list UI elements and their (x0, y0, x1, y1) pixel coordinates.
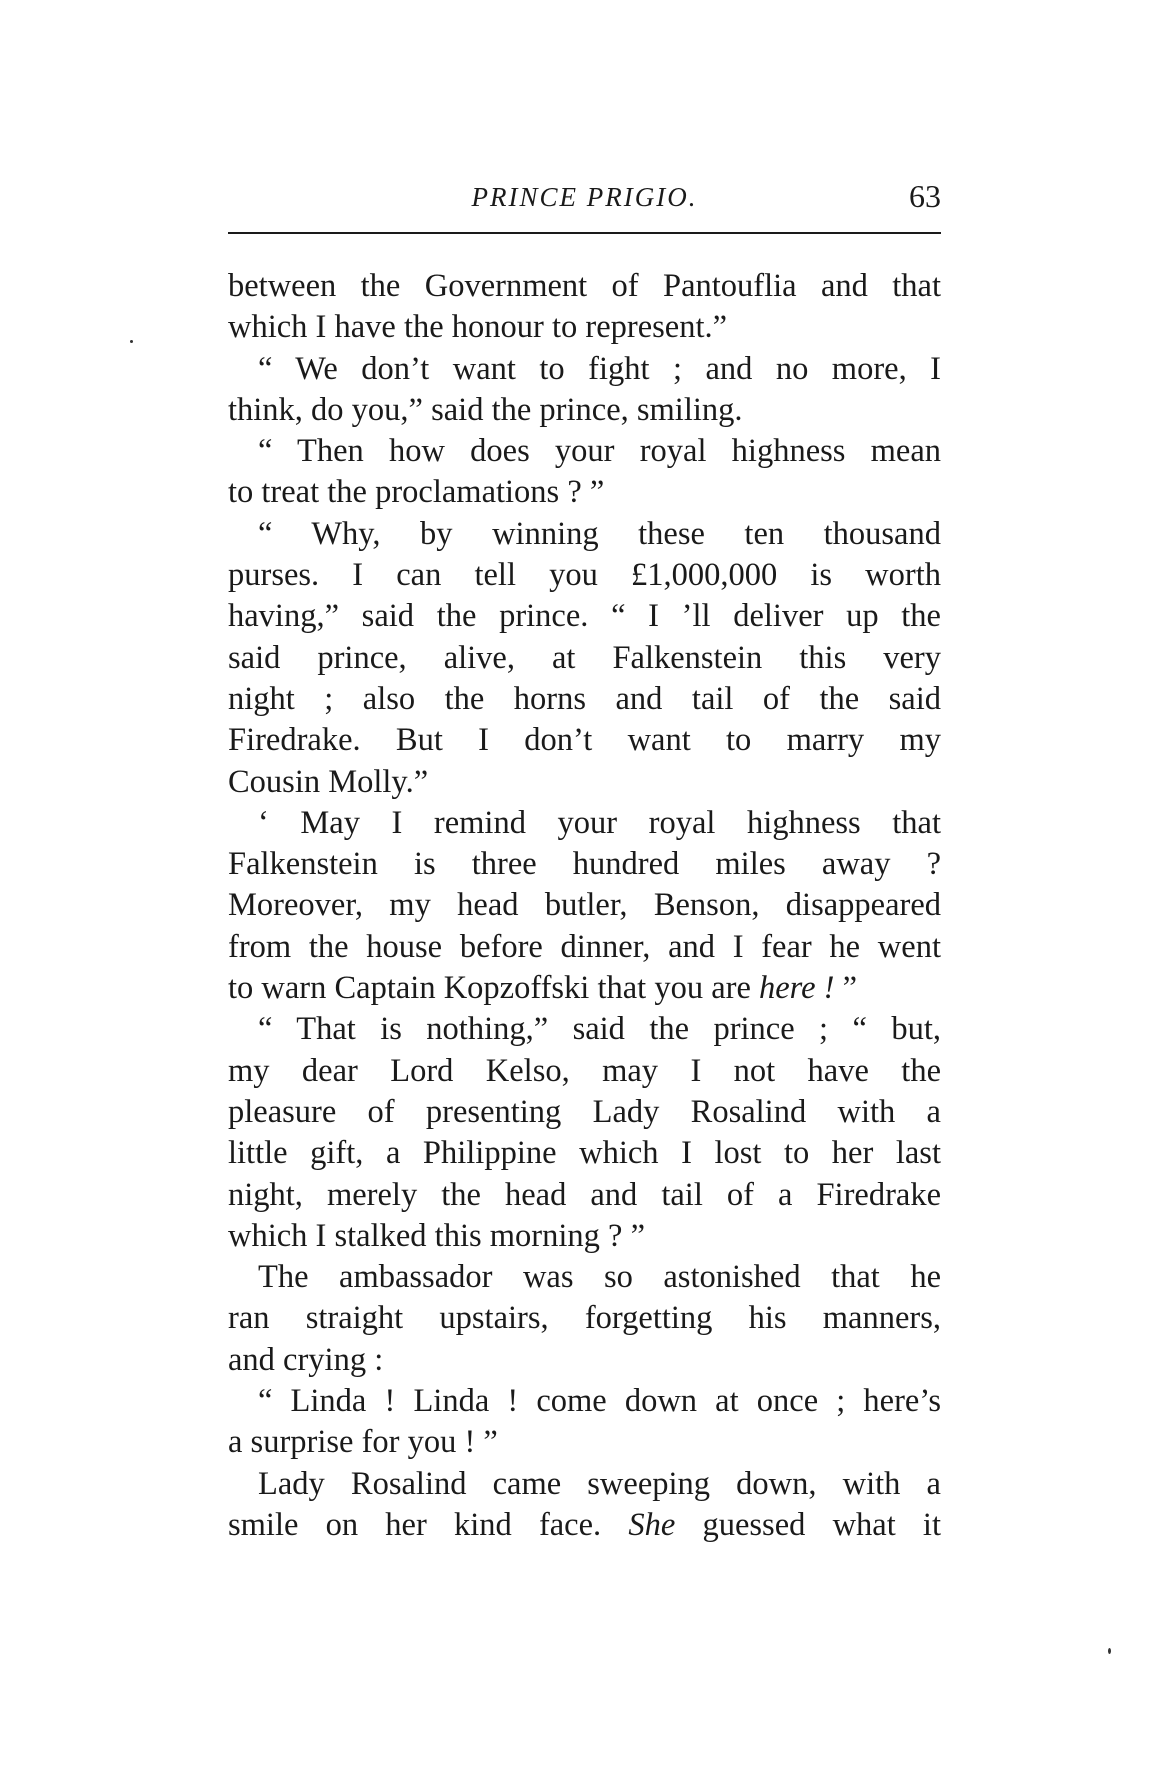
line-text: “ Then how does your royal highness mean (258, 433, 941, 470)
text-line (228, 1051, 941, 1092)
line-text: Lady Rosalind came sweeping down, with a (258, 1465, 941, 1502)
line-text: ‘ May I remind your royal highness that (258, 804, 941, 841)
text-line (228, 1092, 941, 1133)
text-line (228, 1381, 941, 1422)
text-line (228, 390, 941, 431)
line-text: Firedrake. But I don’t want to marry my (228, 722, 941, 759)
line-text: “ Linda ! Linda ! come down at once ; here’s (258, 1383, 941, 1420)
print-speck (130, 340, 133, 343)
text-line (228, 1422, 941, 1463)
text-line (228, 1133, 941, 1174)
line-text: little gift, a Philippine which I lost to her last (228, 1135, 941, 1172)
line-italic-text: here ! (759, 970, 835, 1007)
line-text: “ That is nothing,” said the prince ; “ but, (258, 1011, 941, 1048)
text-line (228, 307, 941, 348)
line-text: “ Why, by winning these ten thousand (258, 515, 941, 552)
line-text: to treat the proclamations ? ” (228, 474, 605, 511)
text-line (228, 472, 941, 513)
line-text: Moreover, my head butler, Benson, disappeared (228, 887, 941, 924)
line-text: from the house before dinner, and I fear he went (228, 928, 941, 965)
line-text: my dear Lord Kelso, may I not have the (228, 1052, 941, 1089)
line-text-after: ” (834, 970, 858, 1007)
line-text: ran straight upstairs, forgetting his manners, (228, 1300, 941, 1337)
line-text: think, do you,” said the prince, smiling. (228, 391, 743, 428)
text-line (228, 349, 941, 390)
text-line (228, 514, 941, 555)
running-head (228, 178, 941, 228)
text-line (228, 927, 941, 968)
text-line (228, 266, 941, 307)
text-line (228, 720, 941, 761)
line-text: smile on her kind face. (228, 1506, 629, 1543)
line-text: which I stalked this morning ? ” (228, 1217, 645, 1254)
text-line (228, 1298, 941, 1339)
text-line (228, 1009, 941, 1050)
line-text: between the Government of Pantouflia and that (228, 268, 941, 304)
body-text (228, 266, 941, 1546)
text-line (228, 638, 941, 679)
line-text: night, merely the head and tail of a Firedrake (228, 1176, 941, 1213)
page-number: 63 (909, 178, 941, 214)
line-text-after: guessed what it (675, 1506, 941, 1543)
text-line (228, 1257, 941, 1298)
text-line (228, 885, 941, 926)
line-text: The ambassador was so astonished that he (258, 1259, 941, 1296)
text-line (228, 844, 941, 885)
text-line (228, 431, 941, 472)
line-text: to warn Captain Kopzoffski that you are (228, 970, 759, 1007)
text-line (228, 679, 941, 720)
text-line (228, 555, 941, 596)
line-text: “ We don’t want to fight ; and no more, I (258, 350, 941, 387)
print-speck (1108, 1648, 1111, 1654)
text-line (228, 596, 941, 637)
line-text: said prince, alive, at Falkenstein this very (228, 639, 941, 676)
text-line (228, 762, 941, 803)
line-text: Cousin Molly.” (228, 763, 429, 800)
header-rule (228, 232, 941, 234)
line-italic-text: She (628, 1506, 676, 1543)
line-text: a surprise for you ! ” (228, 1424, 498, 1461)
line-text: having,” said the prince. “ I ’ll deliver up the (228, 598, 941, 635)
line-text: pleasure of presenting Lady Rosalind with a (228, 1093, 941, 1130)
text-line (228, 968, 941, 1009)
text-line (228, 1505, 941, 1546)
text-line (228, 1216, 941, 1257)
line-text: purses. I can tell you £1,000,000 is worth (228, 557, 941, 594)
text-line (228, 1464, 941, 1505)
running-title: PRINCE PRIGIO. (471, 182, 698, 212)
line-text: night ; also the horns and tail of the said (228, 680, 941, 717)
line-text: Falkenstein is three hundred miles away ? (228, 846, 941, 883)
line-text: and crying : (228, 1341, 384, 1378)
text-line (228, 803, 941, 844)
text-line (228, 1340, 941, 1381)
text-line (228, 1175, 941, 1216)
line-text: which I have the honour to represent.” (228, 309, 728, 346)
